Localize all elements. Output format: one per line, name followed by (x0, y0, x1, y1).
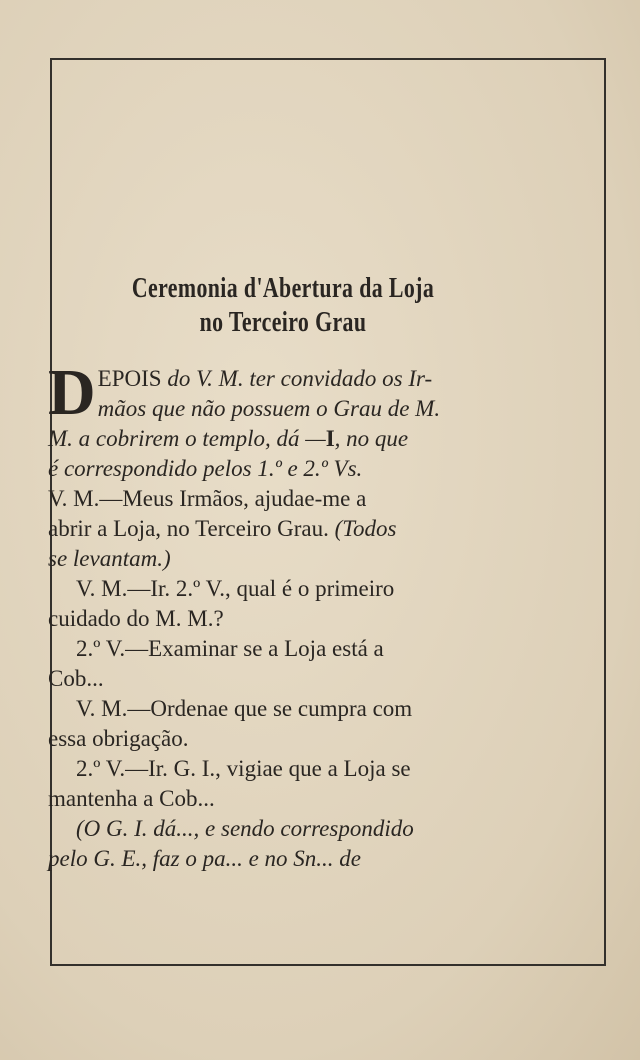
page-content (48, 272, 518, 874)
intro-text-2: mãos que não possuem o Grau de M. (97, 396, 441, 421)
line-roman: essa obrigação. (48, 726, 189, 751)
text-line (48, 784, 518, 814)
text-line (48, 604, 518, 634)
line-roman: abrir a Loja, no Terceiro Grau. (48, 516, 329, 541)
page-title (53, 272, 513, 340)
text-line (48, 724, 518, 754)
line-roman: mantenha a Cob... (48, 786, 215, 811)
text-line (48, 814, 518, 844)
line-roman: Cob... (48, 666, 104, 691)
intro-text-3b: , no que (334, 426, 409, 451)
line-italic: se levantam.) (48, 546, 171, 571)
text-line (48, 694, 518, 724)
intro-caps: EPOIS (97, 366, 162, 391)
line-italic: pelo G. E., faz o pa... e no Sn... de (48, 846, 362, 871)
text-line (48, 664, 518, 694)
intro-paragraph (48, 356, 518, 484)
line-roman: V. M.—Meus Irmãos, ajudae-me a (48, 486, 367, 511)
text-line (48, 754, 518, 784)
text-line (48, 514, 518, 544)
line-roman: cuidado do M. M.? (48, 606, 224, 631)
line-roman: V. M.—Ir. 2.º V., qual é o primeiro (76, 576, 395, 601)
dialogue (48, 484, 518, 874)
text-line (48, 484, 518, 514)
line-italic: (Todos (328, 516, 397, 541)
line-roman: V. M.—Ordenae que se cumpra com (76, 696, 413, 721)
intro-text-1: do V. M. ter convidado os Ir- (161, 366, 433, 391)
line-italic: (O G. I. dá..., e sendo correspondido (76, 816, 414, 841)
intro-text-4: é correspondido pelos 1.º e 2.º Vs. (48, 456, 363, 481)
line-roman: 2.º V.—Examinar se a Loja está a (76, 636, 384, 661)
line-roman: 2.º V.—Ir. G. I., vigiae que a Loja se (76, 756, 411, 781)
title-line-2: no Terceiro Grau (199, 307, 367, 338)
text-line (48, 544, 518, 574)
text-line (48, 574, 518, 604)
gavel-symbol: I (325, 426, 335, 451)
intro-text-3: M. a cobrirem o templo, dá — (48, 426, 326, 451)
drop-cap: D (48, 356, 96, 429)
title-line-1: Ceremonia d'Abertura da Loja (131, 273, 435, 304)
text-line (48, 634, 518, 664)
text-line (48, 844, 518, 874)
